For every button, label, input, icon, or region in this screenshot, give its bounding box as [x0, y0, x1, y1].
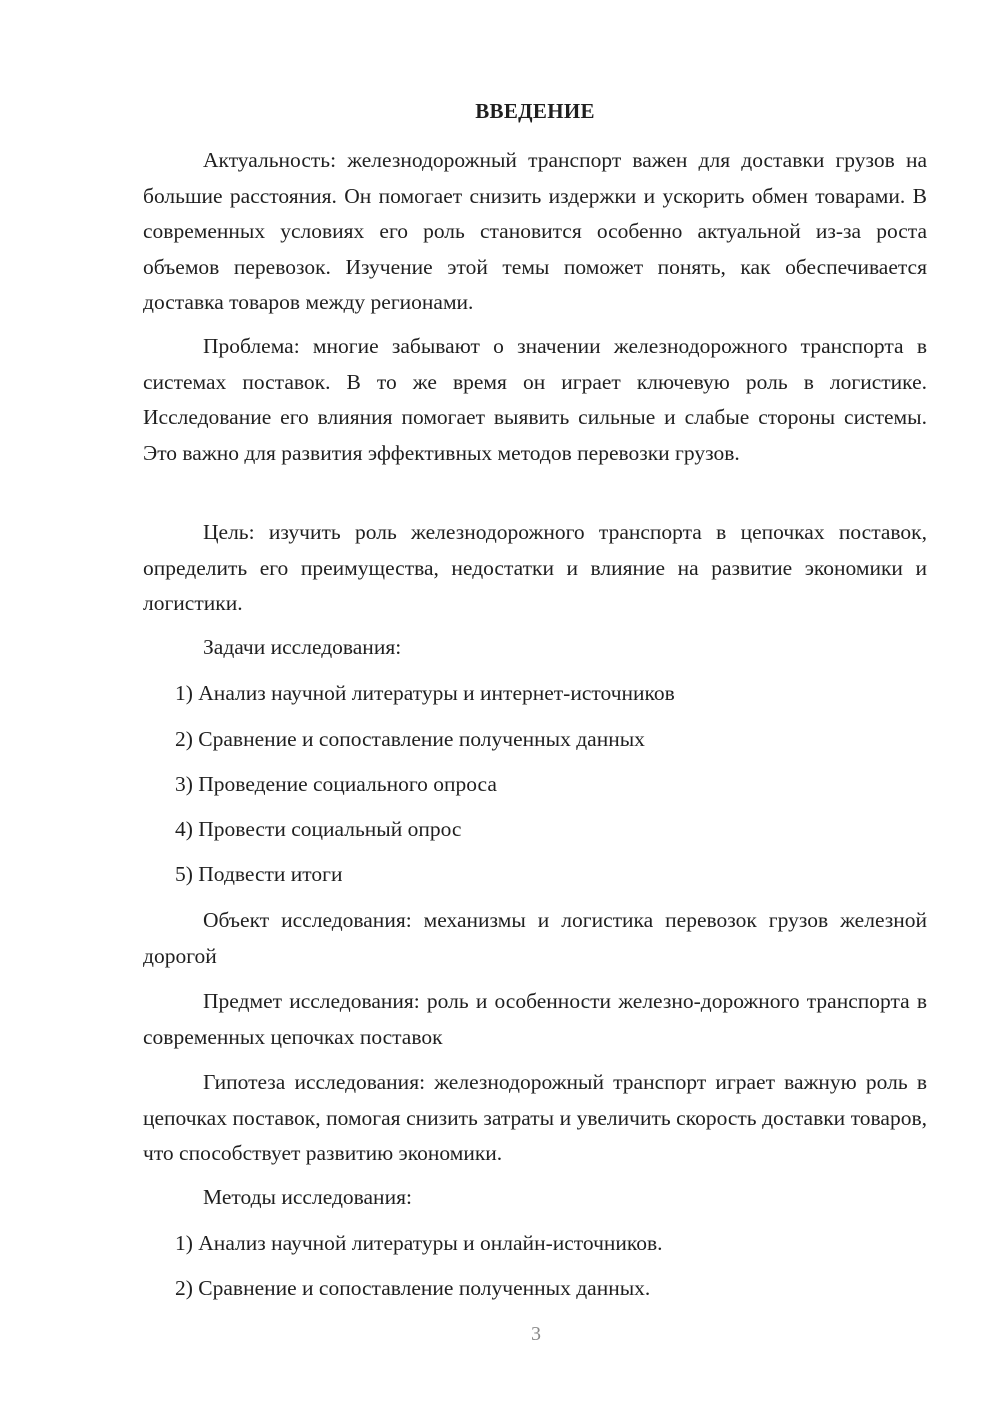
- task-item: 2) Сравнение и сопоставление полученных данных: [175, 727, 645, 751]
- relevance-paragraph: Актуальность: железнодорожный транспорт важен для доставки грузов на большие расстояния. Он помогает снизить издержки и ускорить обмен товарами. В современных условиях его роль становится особенно актуальной из-за роста объемов перевозок. Изучение этой темы поможет понять, как обеспечивается доставка товаров между регионами.: [143, 148, 927, 314]
- page-title: ВВЕДЕНИЕ: [475, 99, 595, 123]
- method-item: 1) Анализ научной литературы и онлайн-источников.: [175, 1231, 663, 1255]
- task-item: 3) Проведение социального опроса: [175, 772, 497, 796]
- page-number: 3: [531, 1323, 541, 1345]
- object-paragraph: Объект исследования: механизмы и логистика перевозок грузов железной дорогой: [143, 908, 927, 968]
- task-item: 5) Подвести итоги: [175, 862, 343, 886]
- subject-paragraph: Предмет исследования: роль и особенности железно-дорожного транспорта в современных цепочках поставок: [143, 989, 927, 1049]
- method-item: 2) Сравнение и сопоставление полученных данных.: [175, 1276, 651, 1300]
- problem-paragraph: Проблема: многие забывают о значении железнодорожного транспорта в системах поставок. В то же время он играет ключевую роль в логистике. Исследование его влияния помогает выявить сильные и слабые стороны системы. Это важно для развития эффективных методов перевозки грузов.: [143, 334, 927, 465]
- task-item: 4) Провести социальный опрос: [175, 817, 462, 841]
- tasks-heading: Задачи исследования:: [203, 635, 402, 659]
- task-item: 1) Анализ научной литературы и интернет-источников: [175, 681, 675, 705]
- goal-paragraph: Цель: изучить роль железнодорожного транспорта в цепочках поставок, определить его преимущества, недостатки и влияние на развитие экономики и логистики.: [143, 520, 927, 615]
- methods-heading: Методы исследования:: [203, 1185, 412, 1209]
- hypothesis-paragraph: Гипотеза исследования: железнодорожный транспорт играет важную роль в цепочках поставок, помогая снизить затраты и увеличить скорость доставки товаров, что способствует развитию экономики.: [143, 1070, 927, 1165]
